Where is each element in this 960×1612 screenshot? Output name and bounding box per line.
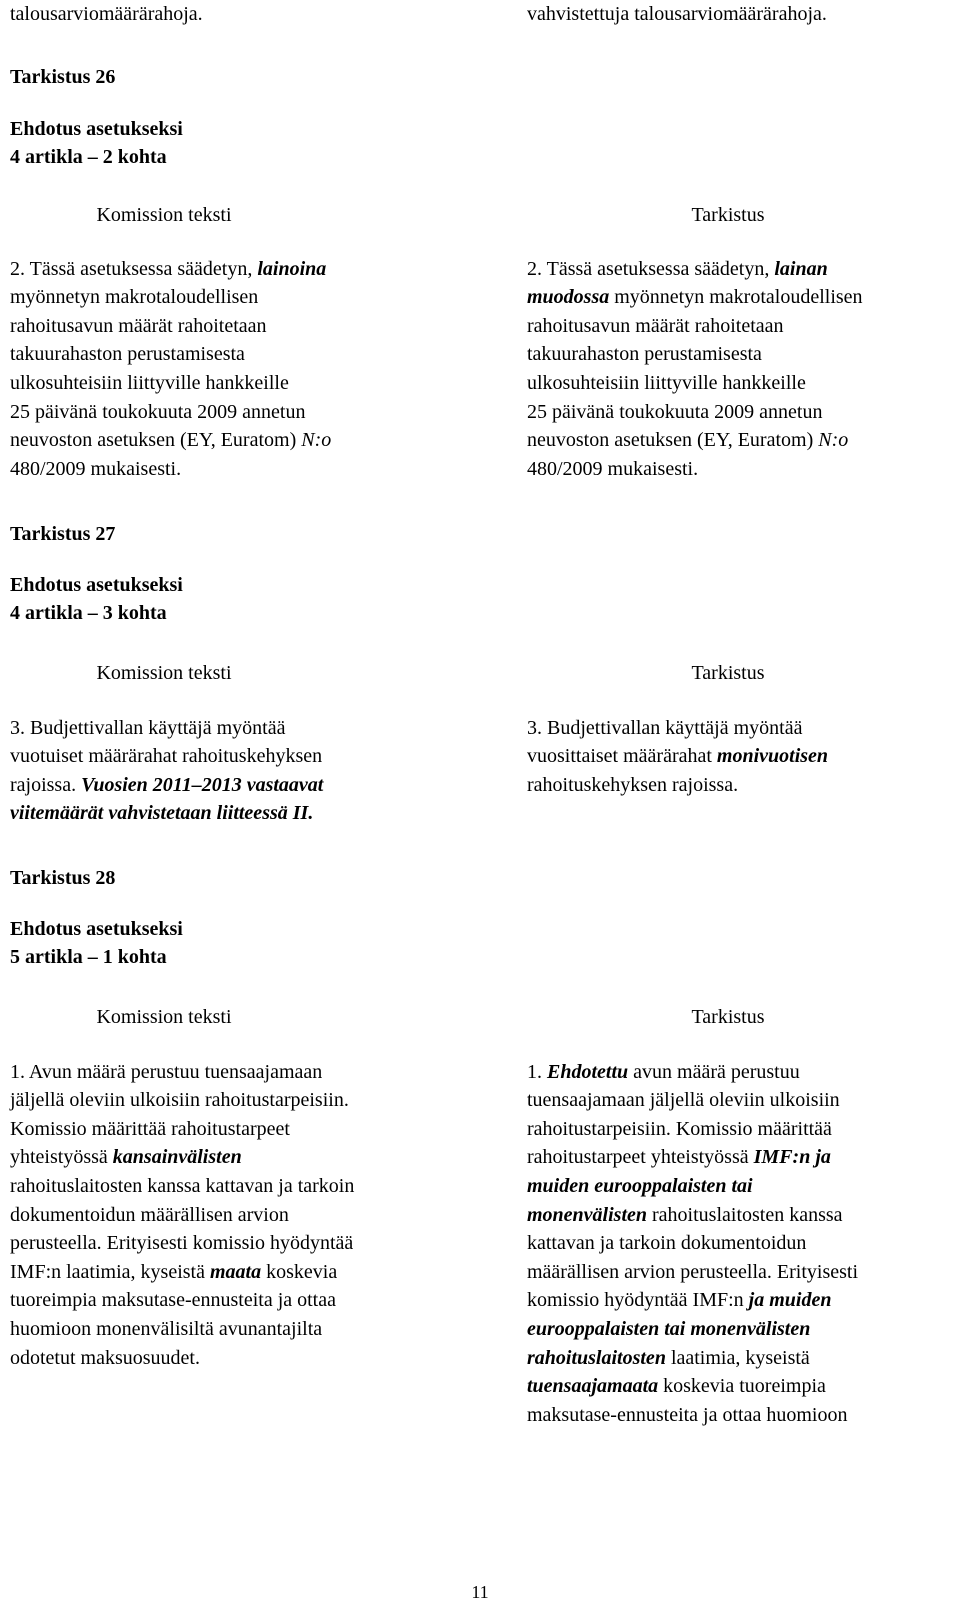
column-header-amendment: Tarkistus	[691, 662, 765, 684]
article-reference: 4 artikla – 2 kohta	[10, 146, 167, 169]
text-line: neuvoston asetuksen (EY, Euratom) N:o	[527, 429, 849, 452]
text-line: määrällisen arvion perusteella. Erityisesti	[527, 1260, 858, 1283]
text-line: rahoituslaitosten laatimia, kyseistä	[527, 1346, 810, 1369]
column-header-amendment: Tarkistus	[691, 1006, 765, 1028]
column-header-commission: Komission teksti	[96, 204, 232, 226]
text-line: komissio hyödyntää IMF:n ja muiden	[527, 1289, 832, 1312]
text-line: huomioon monenvälisiltä avunantajilta	[10, 1317, 323, 1340]
article-reference: 4 artikla – 3 kohta	[10, 602, 167, 625]
carryover-left	[10, 0, 450, 29]
text-line: tuoreimpia maksutase-ennusteita ja ottaa	[10, 1289, 336, 1312]
commission-text-body	[10, 255, 450, 484]
text-line: 3. Budjettivallan käyttäjä myöntää	[527, 716, 803, 739]
text-line: 480/2009 mukaisesti.	[527, 457, 699, 480]
text-line: 3. Budjettivallan käyttäjä myöntää	[10, 716, 286, 739]
text-line: dokumentoidun määrällisen arvion	[10, 1203, 289, 1226]
text-line: 2. Tässä asetuksessa säädetyn, lainan	[527, 257, 828, 280]
carryover-left-text: talousarviomäärärahoja.	[10, 3, 203, 25]
text-line: 25 päivänä toukokuuta 2009 annetun	[527, 400, 823, 423]
text-line: maksutase-ennusteita ja ottaa huomioon	[527, 1403, 848, 1426]
text-line: rahoituslaitosten kanssa kattavan ja tarkoin	[10, 1174, 355, 1197]
emphasized-text: viitemäärät vahvistetaan liitteessä II.	[10, 802, 314, 825]
emphasized-text: tuensaajamaata	[527, 1375, 659, 1398]
text-line	[527, 1315, 957, 1344]
text-line: tuensaajamaata koskevia tuoreimpia	[527, 1375, 826, 1398]
emphasized-text: rahoituslaitosten	[527, 1346, 666, 1369]
emphasized-text: lainoina	[257, 257, 327, 280]
text-line	[527, 1172, 957, 1201]
commission-text-column	[10, 659, 450, 828]
text-line: rahoitusavun määrät rahoitetaan	[10, 314, 267, 337]
text-line: 480/2009 mukaisesti.	[10, 457, 182, 480]
text-line: jäljellä oleviin ulkoisiin rahoitustarpeisiin.	[10, 1089, 349, 1112]
text-line: 25 päivänä toukokuuta 2009 annetun	[10, 400, 306, 423]
text-line: 1. Avun määrä perustuu tuensaajamaan	[10, 1060, 323, 1083]
text-line: 1. Ehdotettu avun määrä perustuu	[527, 1060, 800, 1083]
text-line: vuosittaiset määrärahat monivuotisen	[527, 745, 829, 768]
amendment-text-column	[527, 201, 957, 483]
italic-text: N:o	[301, 429, 332, 452]
amendment-number: Tarkistus 26	[10, 66, 116, 88]
text-line: rahoitustarpeet yhteistyössä IMF:n ja	[527, 1146, 831, 1169]
text-line: tuensaajamaan jäljellä oleviin ulkoisiin	[527, 1089, 840, 1112]
amendment-26-heading	[10, 63, 450, 172]
emphasized-text: eurooppalaisten tai monenvälisten	[527, 1317, 811, 1340]
emphasized-text: kansainvälisten	[112, 1146, 242, 1169]
emphasized-text: lainan	[774, 257, 828, 280]
emphasized-text: monenvälisten	[527, 1203, 648, 1226]
commission-text-column	[10, 201, 450, 483]
proposal-title: Ehdotus asetukseksi	[10, 917, 183, 940]
amendment-text-body	[527, 255, 957, 484]
text-line: rajoissa. Vuosien 2011–2013 vastaavat	[10, 773, 324, 796]
emphasized-text: maata	[209, 1260, 262, 1283]
emphasized-text: monivuotisen	[716, 745, 829, 768]
proposal-title: Ehdotus asetukseksi	[10, 117, 183, 140]
text-line: neuvoston asetuksen (EY, Euratom) N:o	[10, 429, 332, 452]
column-header-amendment: Tarkistus	[691, 204, 765, 226]
text-line: rahoitusavun määrät rahoitetaan	[527, 314, 784, 337]
commission-text-column	[10, 1003, 450, 1372]
amendment-text-body	[527, 714, 957, 800]
text-line: ulkosuhteisiin liittyville hankkeille	[10, 371, 289, 394]
text-line: monenvälisten rahoituslaitosten kanssa	[527, 1203, 843, 1226]
text-line: IMF:n laatimia, kyseistä maata koskevia	[10, 1260, 338, 1283]
emphasized-text: Ehdotettu	[547, 1060, 629, 1083]
emphasized-text: muiden eurooppalaisten tai	[527, 1174, 753, 1197]
amendment-28-heading	[10, 864, 450, 972]
emphasized-text: IMF:n ja	[753, 1146, 831, 1169]
commission-text-body	[10, 1058, 450, 1373]
text-line: yhteistyössä kansainvälisten	[10, 1146, 242, 1169]
text-line: rahoituskehyksen rajoissa.	[527, 773, 739, 796]
text-line: vuotuiset määrärahat rahoituskehyksen	[10, 745, 323, 768]
carryover-right-text: vahvistettuja talousarviomäärärahoja.	[527, 3, 827, 25]
column-header-commission: Komission teksti	[96, 1006, 232, 1028]
article-reference: 5 artikla – 1 kohta	[10, 946, 167, 969]
emphasized-text: muodossa	[527, 286, 610, 309]
amendment-text-body	[527, 1058, 957, 1430]
proposal-title: Ehdotus asetukseksi	[10, 573, 183, 596]
text-line: 2. Tässä asetuksessa säädetyn, lainoina	[10, 257, 327, 280]
commission-text-body	[10, 714, 450, 828]
text-line: muodossa myönnetyn makrotaloudellisen	[527, 286, 863, 309]
text-line: takuurahaston perustamisesta	[527, 343, 762, 366]
text-line: takuurahaston perustamisesta	[10, 343, 245, 366]
amendment-number: Tarkistus 28	[10, 867, 116, 889]
amendment-text-column	[527, 1003, 957, 1429]
column-header-commission: Komission teksti	[96, 662, 232, 684]
text-line: rahoitustarpeisiin. Komissio määrittää	[527, 1117, 832, 1140]
carryover-right	[527, 0, 957, 29]
emphasized-text: ja muiden	[748, 1289, 832, 1312]
emphasized-text: Vuosien 2011–2013 vastaavat	[81, 773, 324, 796]
page-number: 11	[471, 1582, 489, 1602]
text-line: odotetut maksuosuudet.	[10, 1346, 200, 1369]
text-line: myönnetyn makrotaloudellisen	[10, 286, 259, 309]
text-line: Komissio määrittää rahoitustarpeet	[10, 1117, 290, 1140]
text-line	[10, 799, 450, 828]
amendment-text-column	[527, 659, 957, 799]
text-line: kattavan ja tarkoin dokumentoidun	[527, 1232, 807, 1255]
text-line: perusteella. Erityisesti komissio hyödyntää	[10, 1232, 354, 1255]
italic-text: N:o	[818, 429, 849, 452]
amendment-27-heading	[10, 520, 450, 628]
amendment-number: Tarkistus 27	[10, 523, 116, 545]
text-line: ulkosuhteisiin liittyville hankkeille	[527, 371, 806, 394]
